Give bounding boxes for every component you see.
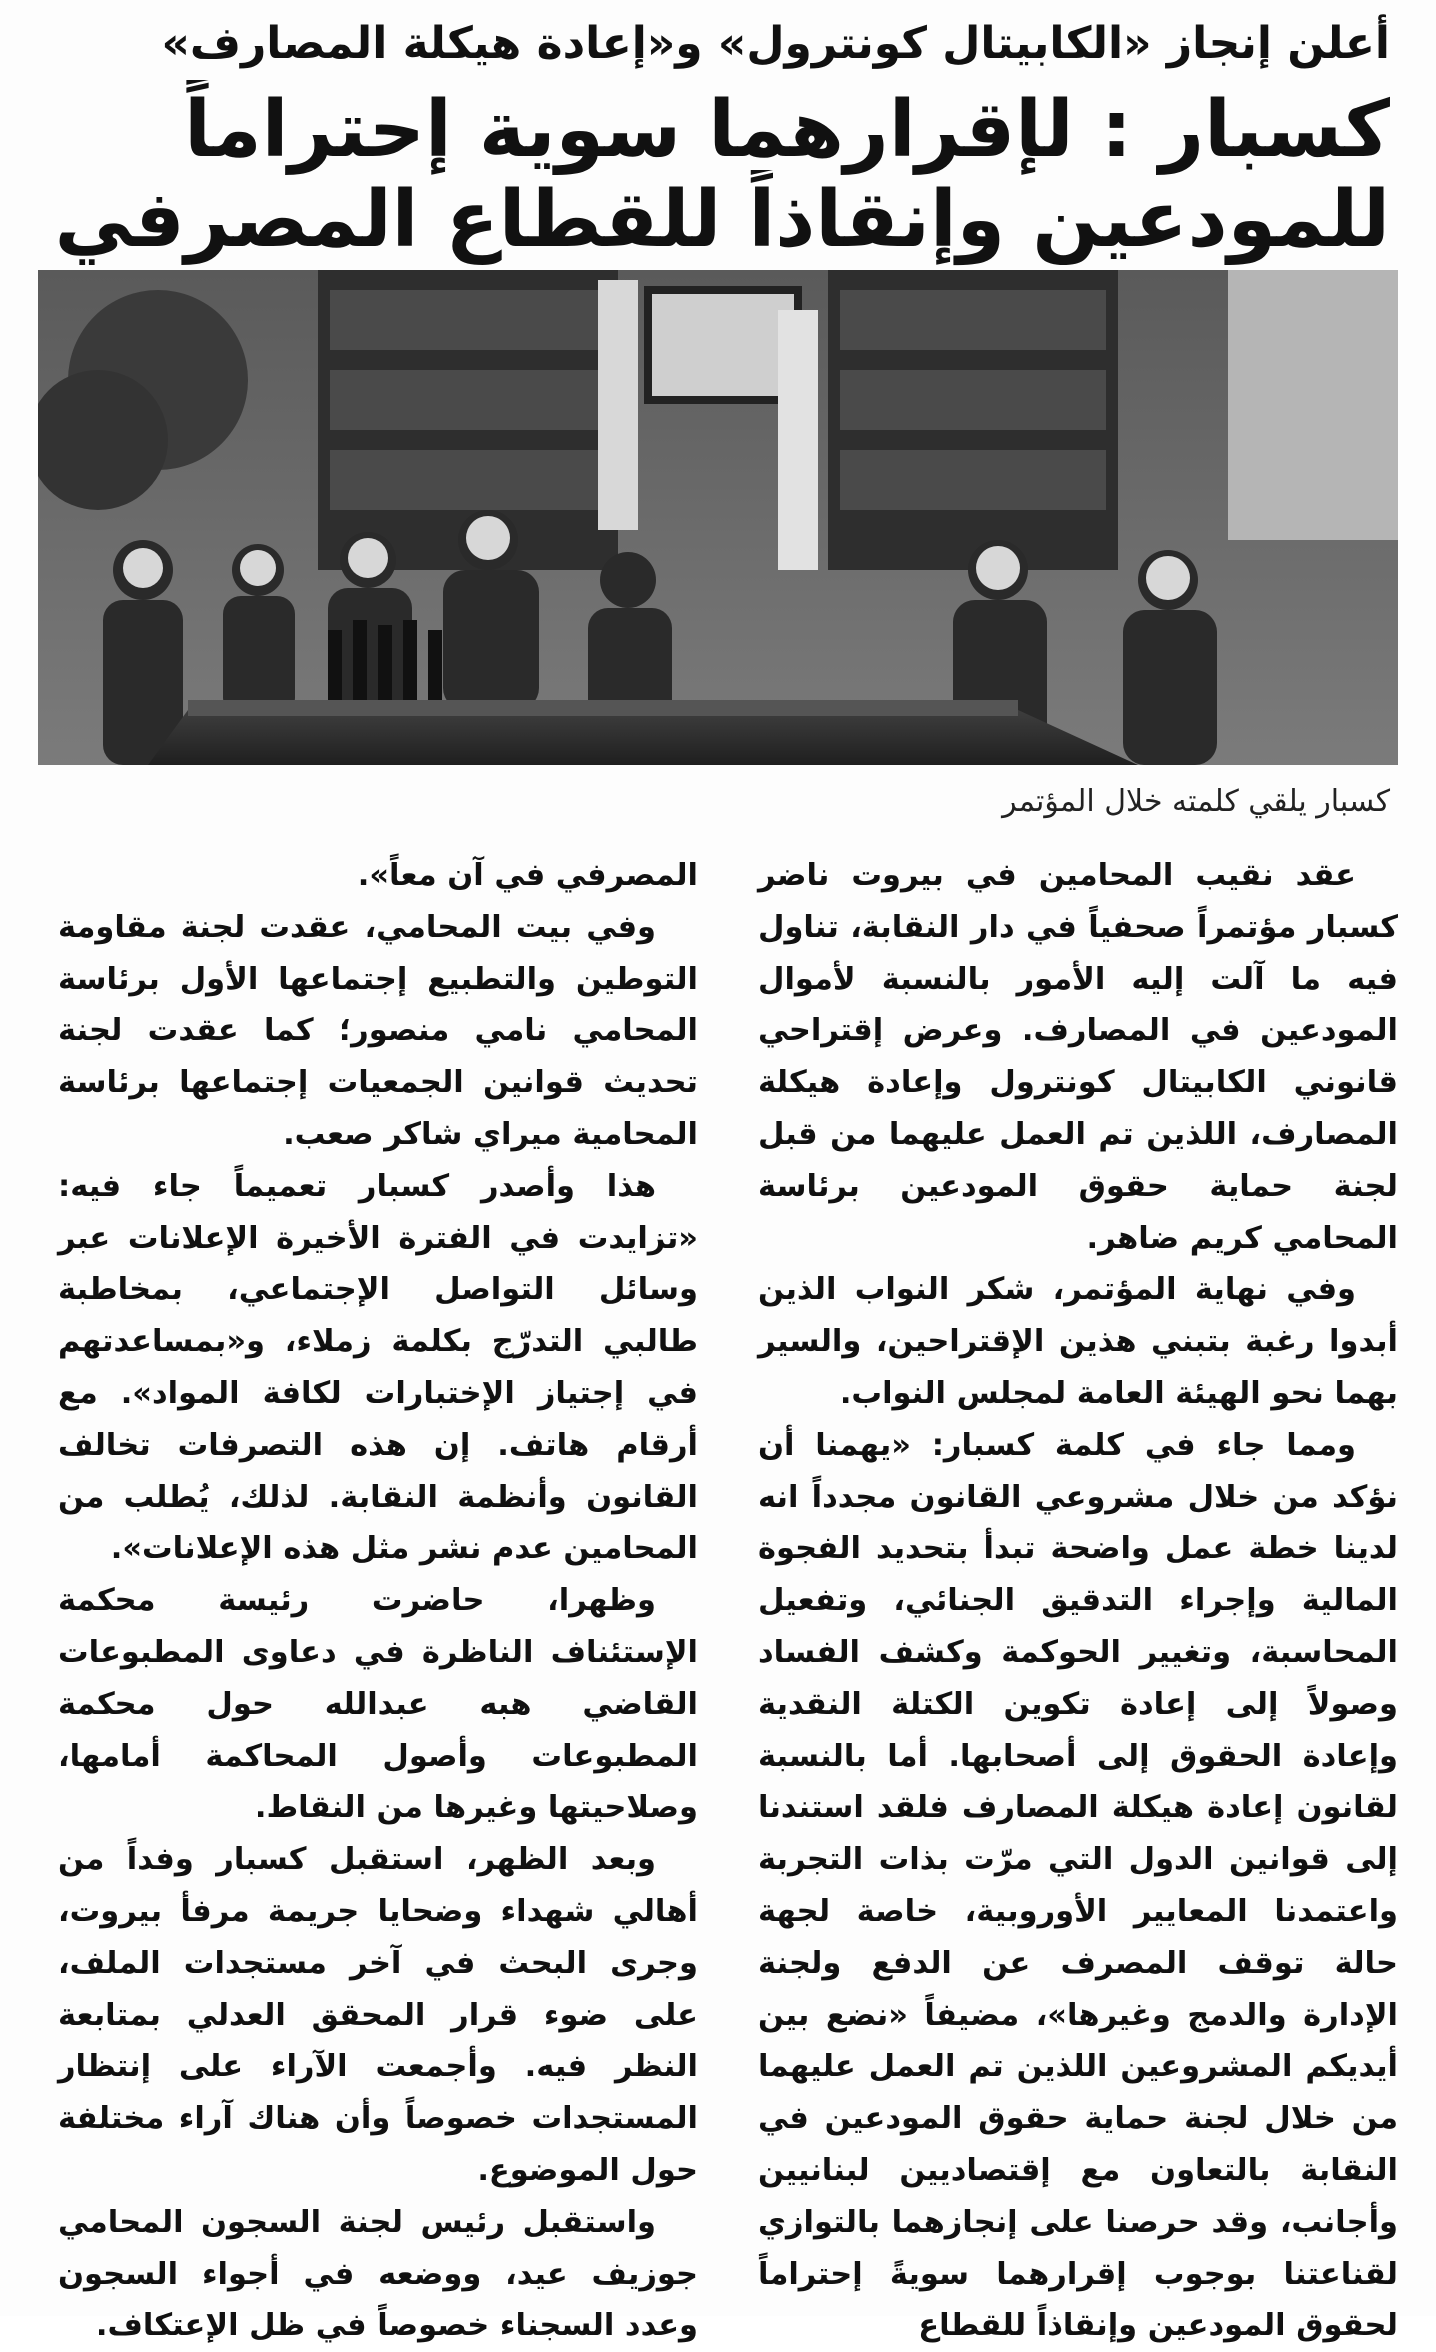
paragraph: هذا وأصدر كسبار تعميماً جاء فيه: «تزايدت في الفترة الأخيرة الإعلانات عبر وسائل التواصل الإجتماعي، بمخاطبة طالبي التدرّج بكلمة زملاء، و«بمساعدتهم في إجتياز الإختبارات لكافة المواد». مع أرقام هاتف. إن هذه التصرفات تخالف القانون وأنظمة النقابة. لذلك، يُطلب من المحامين عدم نشر مثل هذه الإعلانات».: [58, 1168, 698, 1567]
article-column-left: [58, 850, 698, 2352]
paragraph: وفي بيت المحامي، عقدت لجنة مقاومة التوطين والتطبيع إجتماعها الأول برئاسة المحامي نامي منصور؛ كما عقدت لجنة تحديث قوانين الجمعيات إجتماعها برئاسة المحامية ميراي شاكر صعب.: [58, 909, 698, 1152]
paragraph: وظهرا، حاضرت رئيسة محكمة الإستئناف الناظرة في دعاوى المطبوعات القاضي هبه عبدالله حول محكمة المطبوعات وأصول المحاكمة أمامها، وصلاحيتها وغيرها من النقاط.: [58, 1583, 698, 1826]
paragraph: واستقبل رئيس لجنة السجون المحامي جوزيف عيد، ووضعه في أجواء السجون وعدد السجناء خصوصاً في ظل الإعتكاف.: [58, 2204, 698, 2344]
paragraph: المصرفي في آن معاً».: [357, 858, 698, 893]
article-kicker: أعلن إنجاز «الكابيتال كونترول» و«إعادة هيكلة المصارف»: [161, 18, 1390, 69]
paragraph: وفي نهاية المؤتمر، شكر النواب الذين أبدوا رغبة بتبني هذين الإقتراحين، والسير بهما نحو الهيئة العامة لمجلس النواب.: [758, 1272, 1398, 1411]
paragraph: وبعد الظهر، استقبل كسبار وفداً من أهالي شهداء وضحايا جريمة مرفأ بيروت، وجرى البحث في آخر مستجدات الملف، على ضوء قرار المحقق العدلي بمتابعة النظر فيه. وأجمعت الآراء على إنتظار المستجدات خصوصاً وأن هناك آراء مختلفة حول الموضوع.: [58, 1842, 698, 2188]
article-headline-line2: للمودعين وإنقاذاً للقطاع المصرفي: [54, 175, 1390, 265]
article-column-right: [758, 850, 1398, 2352]
press-conference-photo: [38, 270, 1398, 765]
paragraph: ومما جاء في كلمة كسبار: «يهمنا أن نؤكد من خلال مشروعي القانون مجدداً انه لدينا خطة عمل واضحة تبدأ بتحديد الفجوة المالية وإجراء التدقيق الجنائي، وتفعيل المحاسبة، وتغيير الحوكمة وكشف الفساد وصولاً إلى إعادة تكوين الكتلة النقدية وإعادة الحقوق إلى أصحابها. أما بالنسبة لقانون إعادة هيكلة المصارف فلقد استندنا إلى قوانين الدول التي مرّت بذات التجربة واعتمدنا المعايير الأوروبية، خاصة لجهة حالة توقف المصرف عن الدفع ولجنة الإدارة والدمج وغيرها»، مضيفاً «نضع بين أيديكم المشروعين اللذين تم العمل عليهما من خلال لجنة حماية حقوق المودعين في النقابة بالتعاون مع إقتصاديين لبنانيين وأجانب، وقد حرصنا على إنجازهما بالتوازي لقناعتنا بوجوب إقرارهما سويةً إحتراماً لحقوق المودعين وإنقاذاً للقطاع: [758, 1427, 1398, 2344]
photo-caption: كسبار يلقي كلمته خلال المؤتمر: [1002, 784, 1390, 819]
paragraph: عقد نقيب المحامين في بيروت ناضر كسبار مؤتمراً صحفياً في دار النقابة، تناول فيه ما آلت إليه الأمور بالنسبة لأموال المودعين في المصارف. وعرض إقتراحي قانوني الكابيتال كونترول وإعادة هيكلة المصارف، اللذين تم العمل عليهما من قبل لجنة حماية حقوق المودعين برئاسة المحامي كريم ضاهر.: [758, 858, 1398, 1256]
article-headline-line1: كسبار : لإقرارهما سوية إحتراماً: [184, 85, 1390, 175]
